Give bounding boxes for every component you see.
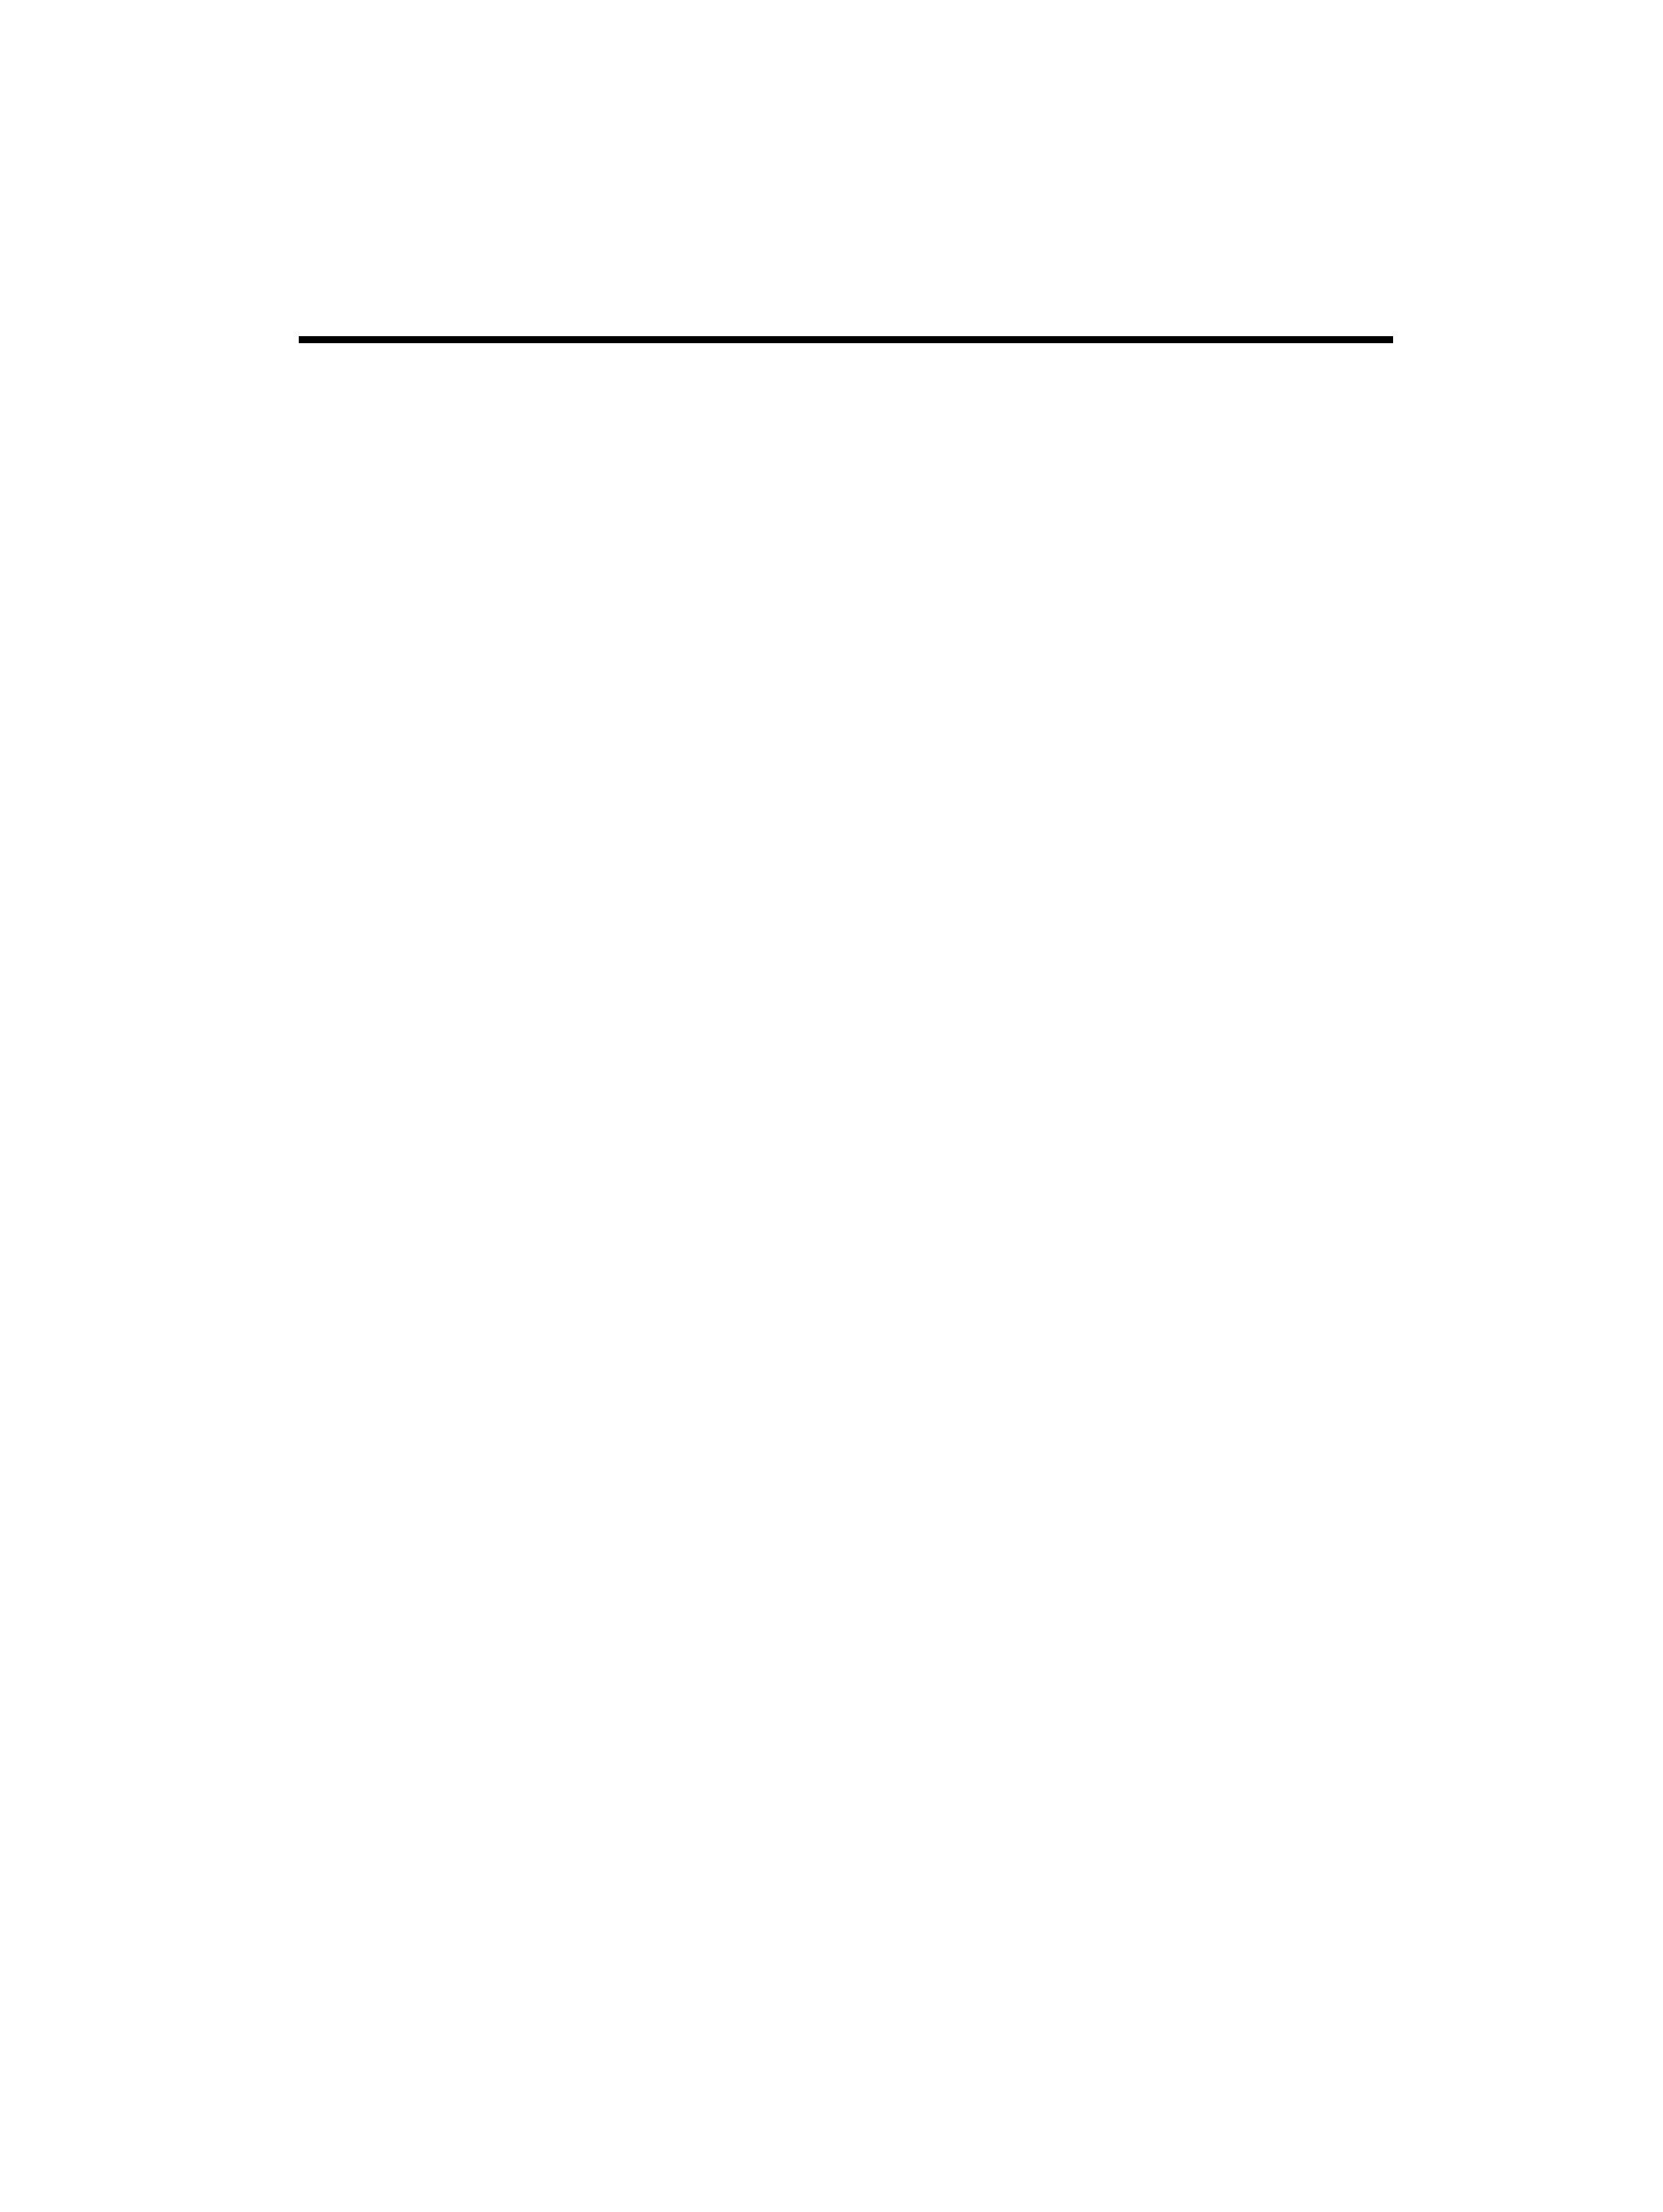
- body-text: [514, 482, 1395, 495]
- baidu-watermark: [1168, 1987, 1605, 2198]
- chapter-rule: [299, 336, 1393, 343]
